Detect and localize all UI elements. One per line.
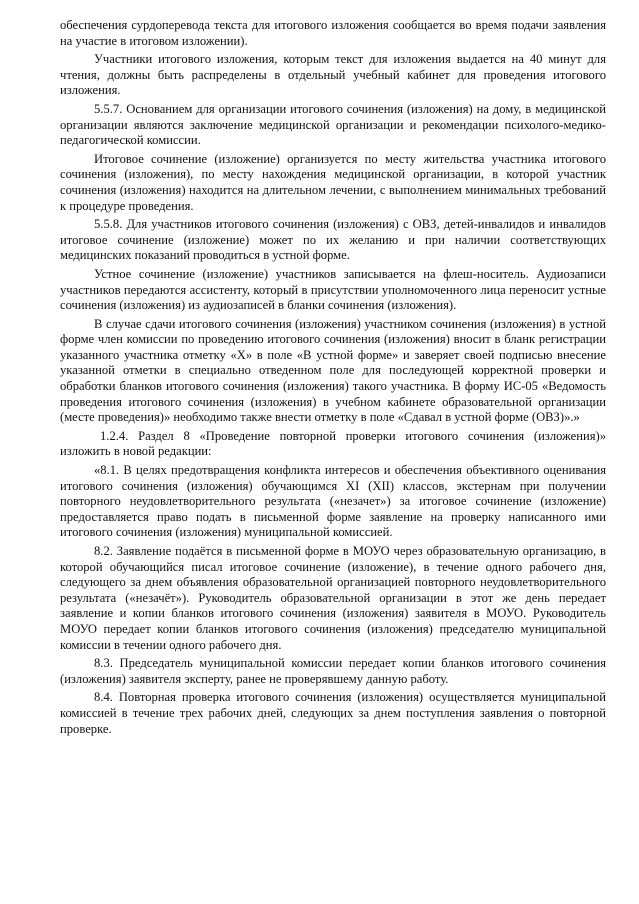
paragraph-8-2: 8.2. Заявление подаётся в письменной форме в МОУО через образовательную организацию, в которой обучающийся писал итоговое сочинение (изложение), в течение одного рабочего дня, следующего за днем объявления образовательной организацией повторного неудовлетворительного результата («незачёт»). Руководитель образовательной организации в этот же день передает заявление и копии бланков итогового сочинения (изложения) заявителя в МОУО. Руководитель МОУО передает копии бланков итогового сочинения (изложения) председателю муниципальной комиссии в течении одного рабочего дня.: [60, 544, 606, 652]
paragraph-5-5-7: 5.5.7. Основанием для организации итогового сочинения (изложения) на дому, в медицинской организации являются заключение медицинской организации и рекомендации психолого-медико-педагогической комиссии.: [60, 101, 606, 148]
paragraph-8-1: «8.1. В целях предотвращения конфликта интересов и обеспечения объективного оценивания итогового сочинения (изложения) обучающимся XI (XII) классов, экстернам при получении повторного неудовлетворительного результата («незачет») за итоговое сочинение (изложение) предоставляется право подать в письменной форме заявление на проверку написанного ими итогового сочинения (изложения) муниципальной комиссией.: [60, 463, 606, 540]
paragraph-8-4: 8.4. Повторная проверка итогового сочинения (изложения) осуществляется муниципальной комиссией в течение трех рабочих дней, следующих за днем поступления заявления о повторной проверке.: [60, 690, 606, 736]
paragraph-oral-recording: Устное сочинение (изложение) участников записывается на флеш-носитель. Аудиозаписи участников передаются ассистенту, который в присутствии уполномоченного лица переносит устные сочинения (изложения) из аудиозаписей в бланки сочинения (изложения).: [60, 266, 606, 313]
paragraph-oral-form-mark: В случае сдачи итогового сочинения (изложения) участником сочинения (изложения) в устной форме член комиссии по проведению итогового сочинения (изложения) вносит в бланк регистрации указанного участника отметку «X» в поле «В устной форме» и заверяет своей подписью внесение указанной отметки в специально отведенном поле для последующей корректной проверки и обработки бланков итогового сочинения (изложения) такого участника. В форму ИС-05 «Ведомость проведения итогового сочинения (изложения) в учебном кабинете образовательной организации (месте проведения)» необходимо также внести отметку в поле «Сдавал в устной форме (ОВЗ)».»: [60, 316, 606, 425]
paragraph-place-of-residence: Итоговое сочинение (изложение) организуется по месту жительства участника итогового сочинения (изложения), по месту нахождения медицинской организации, в которой участник сочинения (изложения) находится на длительном лечении, с выполнением минимальных требований к процедуре проведения.: [60, 151, 606, 213]
paragraph-continuation-surdo: обеспечения сурдоперевода текста для итогового изложения сообщается во время подачи заявления на участие в итоговом изложении).: [60, 18, 606, 48]
paragraph-izlozhenie-40-min: Участники итогового изложения, которым текст для изложения выдается на 40 минут для чтения, должны быть распределены в отдельный учебный кабинет для проведения итогового изложения.: [60, 52, 606, 98]
paragraph-8-3: 8.3. Председатель муниципальной комиссии передает копии бланков итогового сочинения (изложения) заявителя эксперту, ранее не проверявшему данную работу.: [60, 656, 606, 686]
paragraph-5-5-8: 5.5.8. Для участников итогового сочинения (изложения) с ОВЗ, детей-инвалидов и инвалидов итоговое сочинение (изложение) может по их желанию и при наличии соответствующих медицинских показаний проводиться в устной форме.: [60, 217, 606, 263]
paragraph-1-2-4: 1.2.4. Раздел 8 «Проведение повторной проверки итогового сочинения (изложения)» изложить в новой редакции:: [60, 428, 606, 459]
document-body: [60, 18, 606, 740]
